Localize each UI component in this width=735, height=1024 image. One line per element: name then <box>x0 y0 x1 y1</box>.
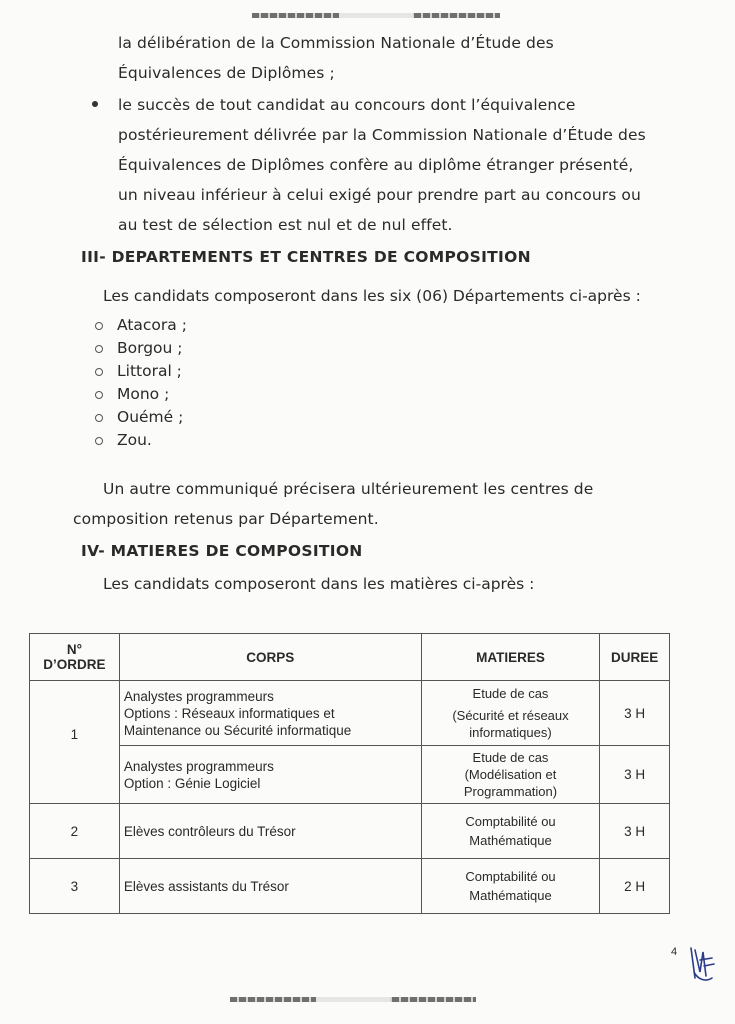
text-line: la délibération de la Commission Nationale d’Étude des <box>118 34 554 52</box>
list-item: Littoral ; <box>95 360 187 383</box>
text-line: composition retenus par Département. <box>73 510 379 528</box>
subjects-table <box>29 633 670 914</box>
section-4-heading: IV- MATIERES DE COMPOSITION <box>81 542 363 560</box>
circle-bullet-icon <box>95 437 103 445</box>
table-row <box>30 746 670 804</box>
list-item: Ouémé ; <box>95 406 187 429</box>
section-3-note <box>73 474 678 534</box>
table-row <box>30 804 670 859</box>
handwritten-initials <box>686 942 716 986</box>
text-line: Équivalences de Diplômes ; <box>118 64 335 82</box>
list-item: Mono ; <box>95 383 187 406</box>
text-line: un niveau inférieur à celui exigé pour prendre part au concours ou <box>118 186 641 204</box>
section-3-intro: Les candidats composeront dans les six (06) Départements ci-après : <box>103 287 641 305</box>
row-num: 3 <box>30 859 120 914</box>
header-corps: CORPS <box>119 634 421 681</box>
header-num: N° D’ORDRE <box>30 634 120 681</box>
circle-bullet-icon <box>95 368 103 376</box>
table-header-row <box>30 634 670 681</box>
row-corps: Analystes programmeurs Option : Génie Logiciel <box>119 746 421 804</box>
row-corps: Elèves contrôleurs du Trésor <box>119 804 421 859</box>
circle-bullet-icon <box>95 322 103 330</box>
section-3-heading: III- DEPARTEMENTS ET CENTRES DE COMPOSITION <box>81 248 531 266</box>
row-matieres: Etude de cas (Modélisation et Programmation) <box>421 746 600 804</box>
department-list <box>95 314 187 452</box>
row-duree: 3 H <box>600 804 670 859</box>
row-duree: 2 H <box>600 859 670 914</box>
row-duree: 3 H <box>600 681 670 746</box>
row-matieres: Comptabilité ou Mathématique <box>421 804 600 859</box>
header-duree: DUREE <box>600 634 670 681</box>
page-number: 4 <box>671 946 678 958</box>
header-matieres: MATIERES <box>421 634 600 681</box>
text-line: Équivalences de Diplômes confère au diplôme étranger présenté, <box>118 156 634 174</box>
text-line: postérieurement délivrée par la Commission Nationale d’Étude des <box>118 126 646 144</box>
header-decorative-bar <box>252 13 500 18</box>
table-row <box>30 859 670 914</box>
row-matieres: Etude de cas (Sécurité et réseaux informatiques) <box>421 681 600 746</box>
bullet-icon <box>92 101 98 107</box>
row-num: 1 <box>30 681 120 804</box>
circle-bullet-icon <box>95 391 103 399</box>
section-4-intro: Les candidats composeront dans les matières ci-après : <box>103 575 535 593</box>
list-item: Zou. <box>95 429 187 452</box>
list-item: Borgou ; <box>95 337 187 360</box>
bullet-paragraph <box>118 90 678 240</box>
footer-decorative-bar <box>230 997 476 1002</box>
row-corps: Analystes programmeurs Options : Réseaux informatiques et Maintenance ou Sécurité informatique <box>119 681 421 746</box>
text-line: Un autre communiqué précisera ultérieurement les centres de <box>103 480 594 498</box>
row-corps: Elèves assistants du Trésor <box>119 859 421 914</box>
circle-bullet-icon <box>95 345 103 353</box>
text-line: le succès de tout candidat au concours dont l’équivalence <box>118 96 576 114</box>
table-row <box>30 681 670 746</box>
circle-bullet-icon <box>95 414 103 422</box>
row-matieres: Comptabilité ou Mathématique <box>421 859 600 914</box>
bullet-continued-text <box>118 28 678 88</box>
text-line: au test de sélection est nul et de nul effet. <box>118 216 453 234</box>
list-item: Atacora ; <box>95 314 187 337</box>
row-num: 2 <box>30 804 120 859</box>
row-duree: 3 H <box>600 746 670 804</box>
